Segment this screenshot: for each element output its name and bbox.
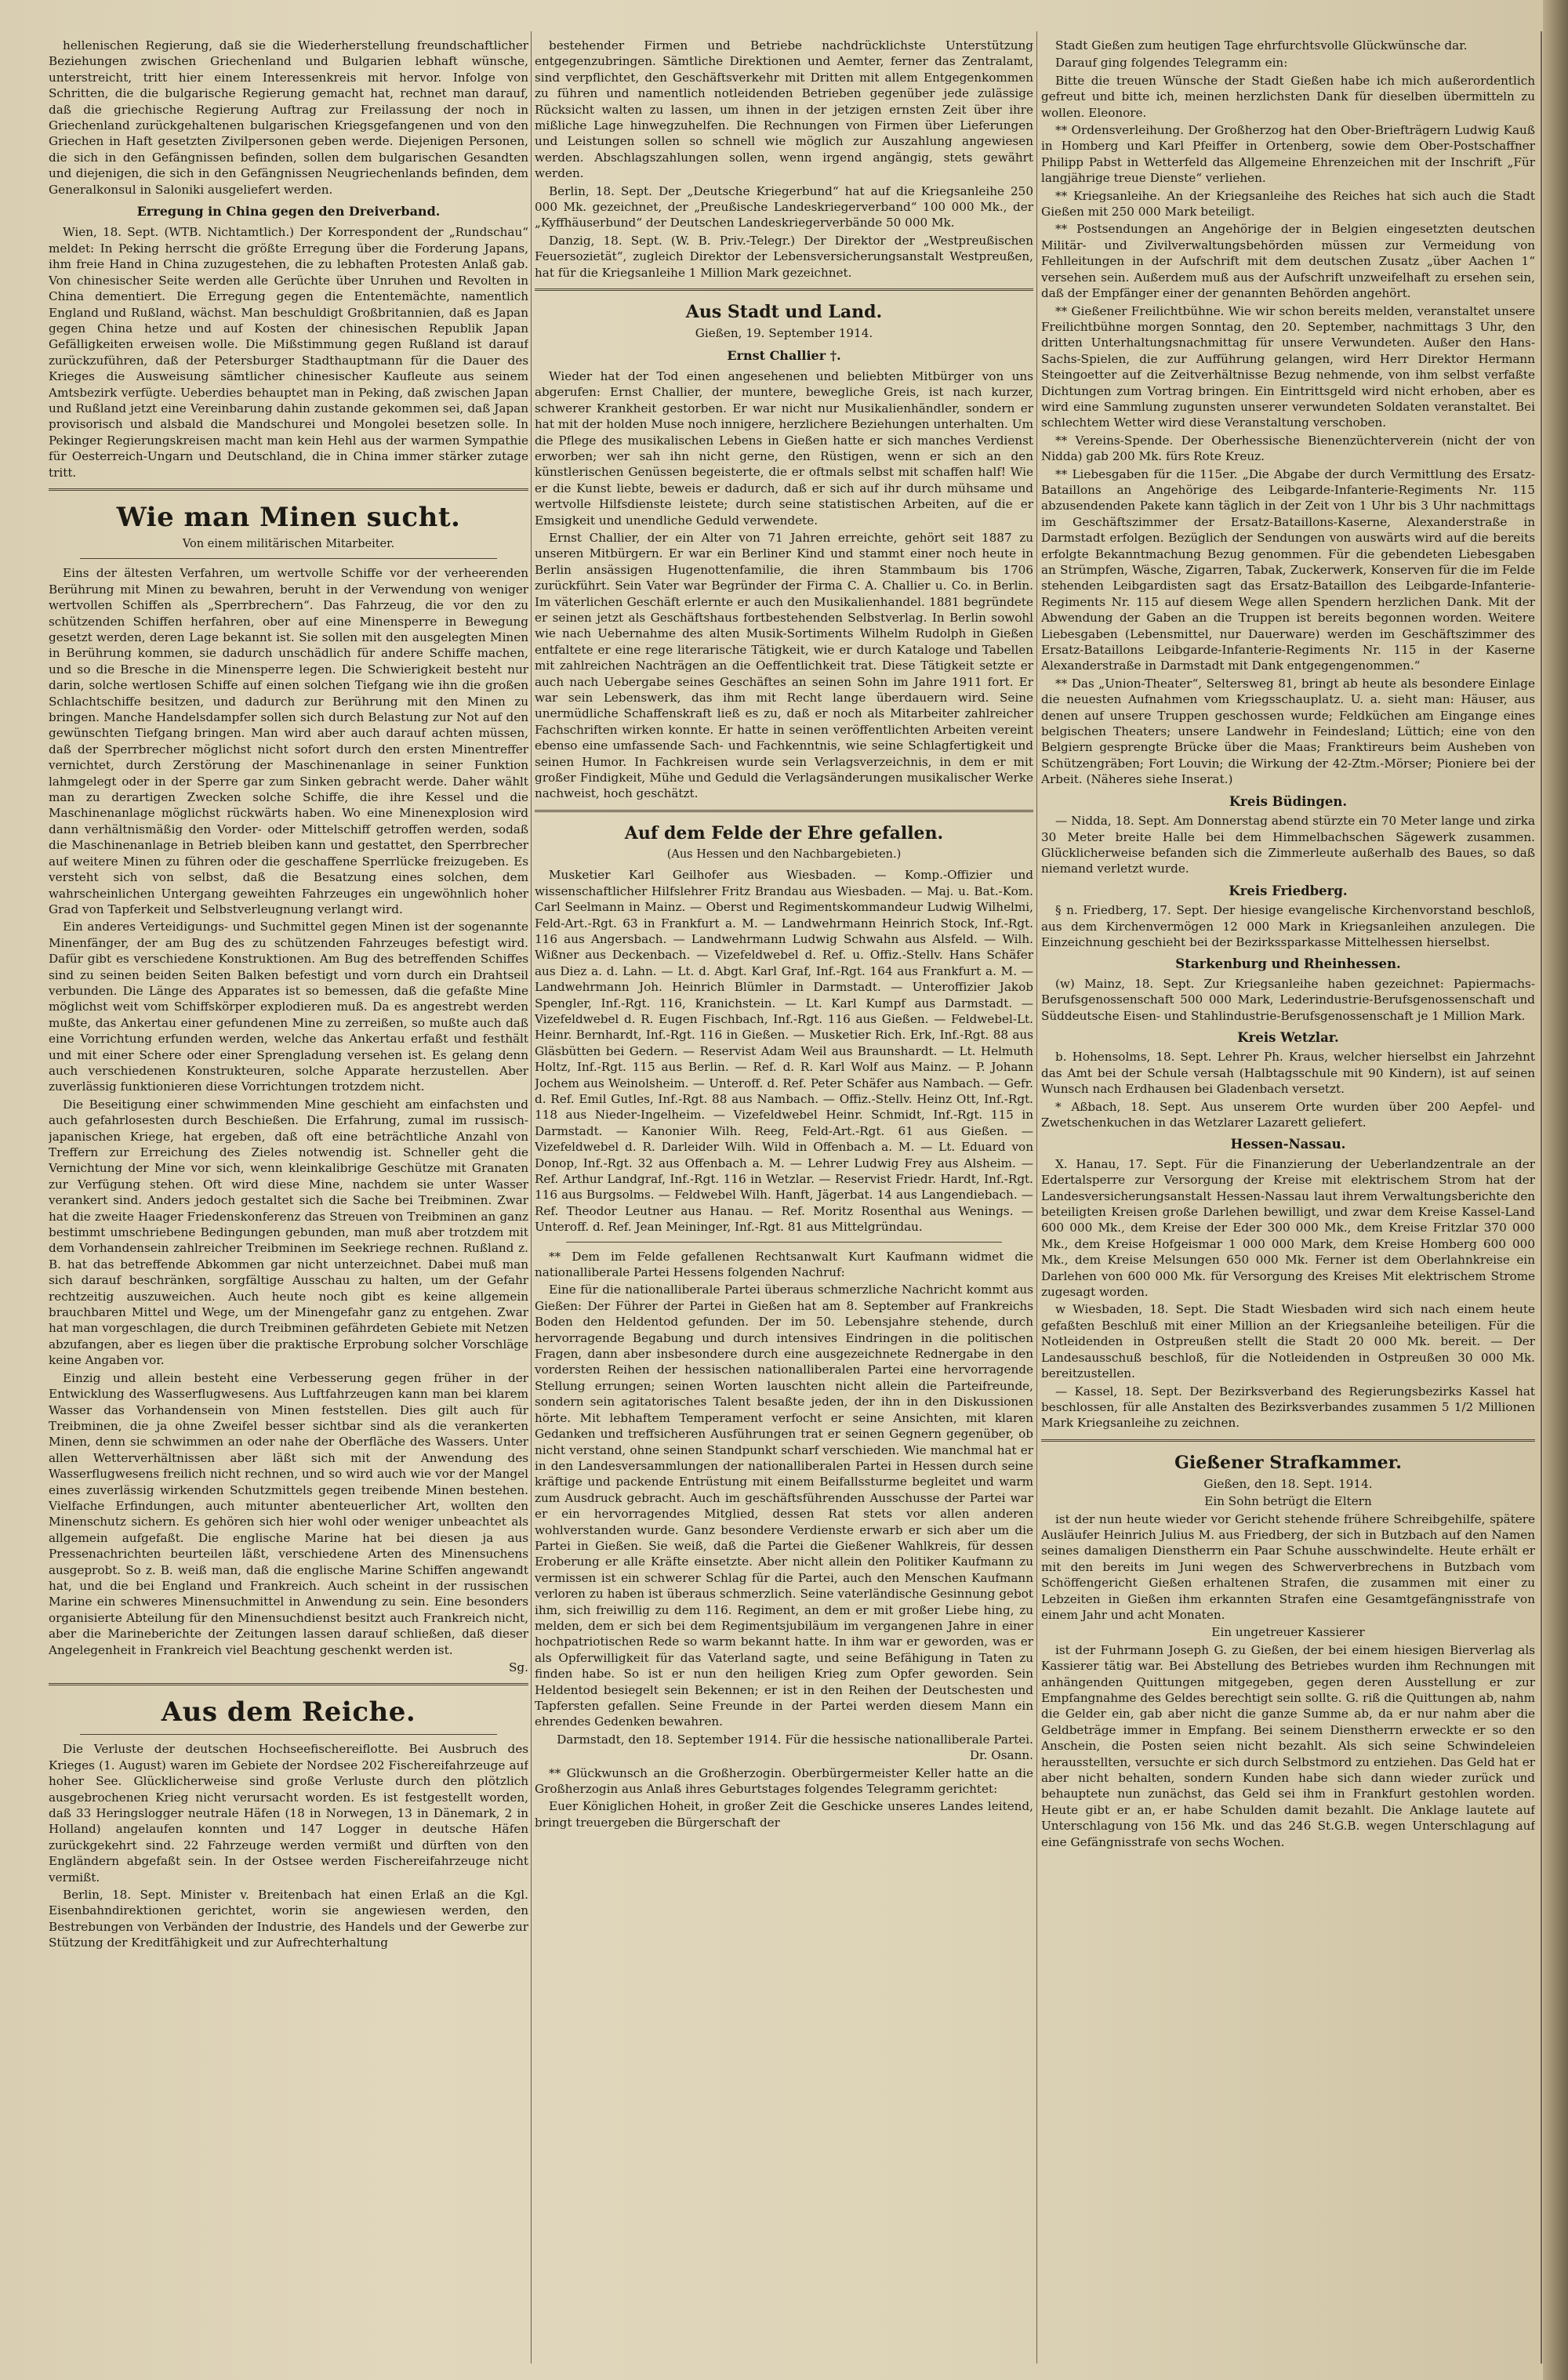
paragraph: ** Das „Union-Theater“, Seltersweg 81, bringt ab heute als besondere Einlage die neuesten Aufnahmen vom Kriegsschauplatz. U. a. sieht man: Häuser, aus denen auf unsere Truppen geschossen wurde; Feldküchen am Eingange eines belgischen Theaters; unsere Landwehr in Feindesland; Lüttich; eine von den Belgiern gesprengte Brücke über die Maas; Franktireurs beim Ausheben von Schützengräben; Fort Louvin; die Wirkung der 42-Ztm.-Mörser; Pioniere bei der Arbeit. (Näheres siehe Inserat.): [1041, 676, 1535, 787]
paragraph: Die Beseitigung einer schwimmenden Mine geschieht am einfachsten und auch gefahrlosesten durch Beschießen. Die Erfahrung, zumal im russisch-japanischen Kriege, hat ergeben, daß oft eine beträchtliche Anzahl von Treffern zur Erreichung des Zieles notwendig ist. Schneller geht die Vernichtung der Mine vor sich, wenn kleinkalibrige Geschütze mit Granaten zur Verfügung stehen. Oft wird diese Mine, nachdem sie unter Wasser verankert sind. Anders jedoch gestaltet sich die Sache bei Treibminen. Zwar hat die zweite Haager Friedenskonferenz das Streuen von Treibminen an ganz bestimmt umschriebene Bedingungen gebunden, man muß aber trotzdem mit dem Vorhandensein zahlreicher Treibminen im Seekriege rechnen. Rußland z. B. hat das betreffende Abkommen gar nicht unterzeichnet. Dabei muß man sich darauf beschränken, sorgfältige Ausschau zu halten, um der Gefahr rechtzeitig auszuweichen. Auch heute noch gibt es keine allgemein brauchbaren Mittel und Wege, um der Minengefahr ganz zu entgehen. Zwar hat man vorgeschlagen, die durch Treibminen gefährdeten Gebiete mit Netzen abzufangen, aber es liegen über die praktische Erprobung solcher Vorschläge keine Angaben vor.: [49, 1097, 528, 1368]
paragraph: ** Postsendungen an Angehörige der in Belgien eingesetzten deutschen Militär- und Zivilverwaltungsbehörden müssen zur Vermeidung von Fehlleitungen in der Aufschrift mit dem deutschen Zusatz „über Aachen 1“ versehen sein. Außerdem muß aus der Aufschrift unzweifelhaft zu ersehen sein, daß der Empfänger einer der genannten Behörden angehört.: [1041, 222, 1535, 301]
paragraph: ** Vereins-Spende. Der Oberhessische Bienenzüchterverein (nicht der von Nidda) gab 200 Mk. fürs Rote Kreuz.: [1041, 433, 1535, 464]
region-heading: Hessen-Nassau.: [1230, 1137, 1346, 1152]
paragraph: b. Hohensolms, 18. Sept. Lehrer Ph. Kraus, welcher hierselbst ein Jahrzehnt das Amt bei der Schule versah (Halbtagsschule mit 90 Kindern), ist auf seinen Wunsch nach Erdhausen bei Gladenbach versetzt.: [1041, 1050, 1535, 1097]
paragraph: Die Verluste der deutschen Hochseefischereiflotte. Bei Ausbruch des Krieges (1. August) waren im Gebiete der Nordsee 202 Fischereifahrzeuge auf hoher See. Glücklicherweise sind große Verluste durch den plötzlich ausgebrochenen Krieg nicht verursacht worden. Es ist festgestellt worden, daß 33 Heringslogger neutrale Häfen (18 in Norwegen, 13 in Dänemark, 2 in Holland) angelaufen konnten und 147 Logger in deutsche Häfen zurückgekehrt sind. 22 Fahrzeuge werden vermißt und dürften von den Engländern abgefaßt sein. In der Ostsee werden Fischereifahrzeuge nicht vermißt.: [49, 1742, 528, 1885]
paragraph: Wien, 18. Sept. (WTB. Nichtamtlich.) Der Korrespondent der „Rundschau“ meldet: In Peking herrscht die größte Erregung über die Forderung Japans, ihm freie Hand in China zuzugestehen, die zu lebhaften Protesten Anlaß gab. Von chinesischer Seite werden alle Gerüchte über Unruhen und Revolten in China dementiert. Die Erregung gegen die Ententemächte, namentlich England und Rußland, wächst. Man beschuldigt Großbritannien, daß es Japan gegen China hetze und auf Kosten der chinesischen Republik Japan Gefälligkeiten erweisen wolle. Die Mißstimmung gegen Rußland ist darauf zurückzuführen, daß der Petersburger Stadthauptmann für die Dauer des Krieges die Ausweisung sämtlicher chinesischer Kaufleute aus seinem Amtsbezirk verfügte. Ueberdies behauptet man in Peking, daß zwischen Japan und Rußland jetzt eine Vereinbarung dahin zustande gekommen sei, daß Japan provisorisch und alsbald die Mandschurei und Mongolei besetzen solle. In Pekinger Regierungskreisen macht man kein Hehl aus der warmen Sympathie für Oesterreich-Ungarn und Deutschland, die in China immer stärker zutage tritt.: [49, 225, 528, 480]
paragraph: bestehender Firmen und Betriebe nachdrücklichste Unterstützung entgegenzubringen. Sämtliche Direktionen und Aemter, ferner das Zentralamt, sind verpflichtet, den Geschäftsverkehr mit Dritten mit allem Entgegenkommen zu führen und namentlich notleidenden Betrieben gegenüber jede zulässige Rücksicht walten zu lassen, um ihnen in der jetzigen ernsten Zeit über ihre mißliche Lage hinwegzuhelfen. Die Rechnungen von Firmen über Lieferungen und Leistungen sollen so schnell wie möglich zur Auszahlung angewiesen werden. Abschlagszahlungen sollen, wenn irgend angängig, stets gewährt werden.: [535, 38, 1033, 181]
paragraph: Darauf ging folgendes Telegramm ein:: [1055, 56, 1288, 71]
paragraph: ist der nun heute wieder vor Gericht stehende frühere Schreibgehilfe, spätere Ausläufer Heinrich Julius M. aus Friedberg, der sich in Butzbach auf den Namen seines damaligen Dienstherrn ein Paar Schuhe ausschwindelte. Heute erhält er mit den bereits im Juni wegen des Schwerverbrechens in Butzbach vom Schöffengericht Gießen erhaltenen Strafen, die zusammen mit einer zu Lebzeiten in Gießen ihm erkannten Strafen eine Gesamtgefängnisstrafe von einem Jahr und acht Monaten.: [1041, 1511, 1535, 1622]
section-headline: Aus dem Reiche.: [161, 1696, 416, 1729]
article-headline: Auf dem Felde der Ehre gefallen.: [624, 822, 944, 844]
article-headline: Wie man Minen sucht.: [116, 501, 461, 533]
column-rule: [1541, 31, 1542, 2364]
paragraph: Musketier Karl Geilhofer aus Wiesbaden. — Komp.-Offizier und wissenschaftlicher Hilfslehrer Fritz Brandau aus Wiesbaden. — Maj. u. Bat.-Kom. Carl Seelmann in Mainz. — Oberst und Regimentskommandeur Ludwig Wilhelmi, Feld-Art.-Rgt. 63 in Frankfurt a. M. — Landwehrmann Heinrich Stock, Inf.-Rgt. 116 aus Angersbach. — Landwehrmann Ludwig Schwahn aus Alsfeld. — Wilh. Wißner aus Deckenbach. — Vizefeldwebel d. Ref. u. Offiz.-Stellv. Hans Schäfer aus Diez a. d. Lahn. — Lt. d. Abgt. Karl Graf, Inf.-Rgt. 164 aus Frankfurt a. M. — Landwehrmann Joh. Heinrich Blümler in Darmstadt. — Unteroffizier Jakob Spengler, Inf.-Rgt. 116, Kranichstein. — Lt. Karl Kumpf aus Darmstadt. — Vizefeldwebel d. R. Eugen Fischbach, Inf.-Rgt. 116 aus Gießen. — Feldwebel-Lt. Heinr. Bernhardt, Inf.-Rgt. 116 in Gießen. — Musketier Rich. Erk, Inf.-Rgt. 88 aus Gläsbütten bei Gedern. — Reservist Adam Weil aus Braunshardt. — Lt. Helmuth Holtz, Inf.-Rgt. 115 aus Berlin. — Ref. d. R. Karl Wolf aus Mainz. — P. Johann Jochem aus Weinolsheim. — Unteroff. d. Ref. Peter Schäfer aus Nambach. — Gefr. d. Ref. Emil Gutles, Inf.-Rgt. 88 aus Nambach. — Offiz.-Stellv. Heinz Ott, Inf.-Rgt. 118 aus Nieder-Ingelheim. — Vizefeldwebel Heinr. Schmidt, Inf.-Rgt. 115 in Darmstadt. — Kanonier Wilh. Reeg, Feld-Art.-Rgt. 61 aus Gießen. — Vizefeldwebel d. R. Darleider Wilh. Wild in Offenbach a. M. — Lt. Eduard von Donop, Inf.-Rgt. 32 aus Offenbach a. M. — Lehrer Ludwig Frey aus Alsheim. — Ref. Arthur Landgraf, Inf.-Rgt. 116 in Wetzlar. — Reservist Friedr. Hardt, Inf.-Rgt. 116 aus Burgsolms. — Feldwebel Wilh. Hanft, Jägerbat. 14 aus Langendiebach. — Ref. Theodor Leutner aus Hanau. — Ref. Moritz Rosenthal aus Wenings. — Unteroff. d. Ref. Jean Meininger, Inf.-Rgt. 81 aus Mittelgründau.: [535, 868, 1033, 1235]
column-rule: [531, 31, 532, 2364]
page-edge: [1543, 0, 1568, 2380]
column-1: [49, 38, 528, 2358]
paragraph: Wieder hat der Tod einen angesehenen und beliebten Mitbürger von uns abgerufen: Ernst Challier, der muntere, bewegliche Greis, ist nach kurzer, schwerer Krankheit gestorben. Er war nicht nur Musikalienhändler, sondern er hat mit der holden Muse noch innigere, herzlichere Beziehungen unterhalten. Um die Pflege des musikalischen Lebens in Gießen hatte er sich manches Verdienst erworben; wer sah ihn nicht gerne, den Rüstigen, wenn er sich an den künstlerischen Genüssen begeisterte, die er oftmals selbst mit schaffen half! Wie er die Kunst liebte, beweis er dadurch, daß er sich auf ihr durch mühsame und wertvolle Hilfsdienste leistete; durch seine statistischen Arbeiten, auf die er Emsigkeit und unendliche Geduld verwendete.: [535, 368, 1033, 528]
paragraph: ** Dem im Felde gefallenen Rechtsanwalt Kurt Kaufmann widmet die nationalliberale Partei Hessens folgenden Nachruf:: [535, 1249, 1033, 1280]
paragraph: Berlin, 18. Sept. Der „Deutsche Kriegerbund“ hat auf die Kriegsanleihe 250 000 Mk. gezeichnet, der „Preußische Landeskriegerverband“ 100 000 Mk., der „Kyffhäuserbund“ der Deutschen Landeskriegerverbände 50 000 Mk.: [535, 183, 1033, 230]
divider: [566, 1242, 1002, 1243]
paragraph: Bitte die treuen Wünsche der Stadt Gießen habe ich mich außerordentlich gefreut und bitte ich, meinen herzlichsten Dank für dieselben übermitteln zu wollen. Eleonore.: [1041, 73, 1535, 120]
article-heading: Ernst Challier †.: [727, 347, 841, 363]
region-heading: Kreis Friedberg.: [1229, 883, 1348, 898]
article-heading: Erregung in China gegen den Dreiverband.: [136, 204, 441, 219]
paragraph: ** Liebesgaben für die 115er. „Die Abgabe der durch Vermittlung des Ersatz-Bataillons an Angehörige des Leibgarde-Infanterie-Regiments Nr. 115 abzusendenden Pakete kann täglich in der Zeit von 1 Uhr bis 3 Uhr nachmittags im Geschäftszimmer der Ersatz-Bataillons-Kaserne, Alexanderstraße in Darmstadt erfolgen. Bezüglich der Sendungen von auswärts wird auf die bereits erfolgte Bekanntmachung Bezug genommen. Für die gebendeten Liebesgaben an Strümpfen, Wäsche, Zigarren, Tabak, Zuckerwerk, Konserven für die im Felde stehenden Leibgardisten sagt das Ersatz-Bataillon des Leibgarde-Infanterie-Regiments Nr. 115 auf diesem Wege allen Spendern herzlichen Dank. Mit der Abwendung der Gaben an die Truppen ist bereits begonnen worden. Weitere Liebesgaben (Lebensmittel, nur Dauerware) werden im Geschäftszimmer des Ersatz-Bataillons Leibgarde-Infanterie-Regiments Nr. 115 in der Kaserne Alexanderstraße in Darmstadt mit Dank entgegengenommen.“: [1041, 466, 1535, 673]
signature: Sg.: [509, 1660, 528, 1674]
paragraph: (w) Mainz, 18. Sept. Zur Kriegsanleihe haben gezeichnet: Papiermachs-Berufsgenossenschaft 500 000 Mark, Lederindustrie-Berufsgenossenschaft und Süddeutsche Eisen- und Stahlindustrie-Berufsgenossenschaft je 1 Million Mark.: [1041, 976, 1535, 1023]
column-rule: [1036, 31, 1037, 2364]
case-heading: Ein ungetreuer Kassierer: [1211, 1625, 1365, 1640]
paragraph: Berlin, 18. Sept. Minister v. Breitenbach hat einen Erlaß an die Kgl. Eisenbahndirektionen gerichtet, worin sie angewiesen werden, den Bestrebungen von Verbänden der Industrie, des Handels und der Gewerbe zur Stützung der Kreditfähigkeit und zur Aufrechterhaltung: [49, 1888, 528, 1950]
paragraph: ist der Fuhrmann Joseph G. zu Gießen, der bei einem hiesigen Bierverlag als Kassierer tätig war. Bei Abstellung des Betriebes wurden ihm Rechnungen mit anhängenden Quittungen mitgegeben, gegen deren Ausstellung er zur Empfangnahme des Geldes berechtigt sein sollte. G. riß die Quittungen ab, nahm die Gelder ein, gab aber nicht die ganze Summe ab, da er nur nahm aber die Geldbeträge immer in Empfang. Bei seinem Dienstherrn erweckte er so den Anschein, die Posten seien nicht bezahlt. Als sich seine Schwindeleien herausstellten, versuchte er sich durch Selbstmord zu entziehen. Das Geld hat er aber nicht behalten, sondern Kunden habe sich dann wieder zurück und behauptete nun zunächst, das Geld sei ihm in Frankfurt gestohlen worden. Heute gibt er an, er habe Schulden damit bezahlt. Die Anklage lautete auf Unterschlagung von 156 Mk. und das 246 St.G.B. wegen Unterschlagung auf eine Gefängnisstrafe von sechs Wochen.: [1041, 1642, 1535, 1849]
article-byline: Von einem militärischen Mitarbeiter.: [182, 537, 395, 550]
dateline: Gießen, 19. September 1914.: [695, 326, 873, 341]
column-3: [1041, 38, 1535, 2358]
divider: [49, 488, 528, 491]
region-heading: Kreis Büdingen.: [1229, 793, 1348, 809]
paragraph: Eine für die nationalliberale Partei überaus schmerzliche Nachricht kommt aus Gießen: Der Führer der Partei in Gießen hat am 8. September auf Frankreichs Boden den Heldentod gefunden. Der im 50. Lebensjahre stehende, durch hervorragende Begabung und durch intensives Eindringen in die politischen Fragen, dann aber insbesondere durch eine ausgezeichnete Rednergabe in den vordersten Reihen der hessischen nationalliberalen Partei eine hervorragende Stellung errungen; seinen Worten lauschten nicht allein die Parteifreunde, sondern sein agitatorisches Talent besaßte jeden, der ihn in den Diskussionen hörte. Mit lebhaftem Temperament verfocht er seine Ansichten, mit klaren Gedanken und treffsicheren Ausführungen trat er seinen Gegnern gegenüber, ob nicht verstand, ohne seinen Standpunkt scharf verschieden. Wie manchmal hat er in den Landesversammlungen der nationalliberalen Partei in Hessen durch seine kräftige und packende Entrüstung mit einem Beifallssturme begleitet und warm zum Ausdruck gebracht. Auch im geschäftsführenden Ausschusse der Partei war er ein hervorragendes Mitglied, dessen Rat stets vor allen anderen wohlverstanden wurde. Ganz besondere Verdienste erwarb er sich aber um die Partei in Gießen. Sie weiß, daß die Partei die Gießener Wahlkreis, für dessen Eroberung er alle Kräfte einsetzte. Aber nicht allein den Politiker Kaufmann zu vermissen ist ein schwerer Schlag für die Partei, auch den Menschen Kaufmann verloren zu haben ist überaus schmerzlich. Seine vaterländische Gesinnung gebot ihm, sich freiwillig zu dem 116. Regiment, an dem er mit großer Liebe hing, zu melden, dem er sich bei dem Regimentsjubiläum im vergangenen Jahre in einer hochpatriotischen Rede so warm bekannt hatte. In ihm war er geworden, was er als Opferwilligkeit für das Vaterland sagte, und seine Befähigung in Taten zu finden habe. So ist er nun den heiligen Krieg zum Opfer geworden. Sein Heldentod besiegelt sein Bekennen; er ist in den Reihen der Deutschesten und Tapfersten gefallen. Seine Freunde in der Partei werden diesem Mann ein ehrendes Gedenken bewahren.: [535, 1283, 1033, 1729]
paragraph: — Nidda, 18. Sept. Am Donnerstag abend stürzte ein 70 Meter lange und zirka 30 Meter breite Halle bei dem Himmelbachschen Sägewerk zusammen. Glücklicherweise befanden sich die Zimmerleute außerhalb des Baues, so daß niemand verletzt wurde.: [1041, 814, 1535, 876]
paragraph: ** Gießener Freilichtbühne. Wie wir schon bereits melden, veranstaltet unsere Freilichtbühne morgen Sonntag, den 20. September, nachmittags 3 Uhr, den dritten Unterhaltungsnachmittag für unsere Verwundeten. Außer den Hans-Sachs-Spielen, die zur Aufführung gelangen, wird Herr Direktor Hermann Steingoetter auf die Zeitverhältnisse Bezug nehmende, von ihm selbst verfaßte Dichtungen zum Vortrag bringen. Ein Eintrittsgeld wird nicht erhoben, aber es wird eine Sammlung zugunsten unserer verwundeten Soldaten veranstaltet. Bei schlechtem Wetter wird diese Veranstaltung verschoben.: [1041, 303, 1535, 430]
section-headline: Gießener Strafkammer.: [1174, 1452, 1402, 1473]
paragraph: Euer Königlichen Hoheit, in großer Zeit die Geschicke unseres Landes leitend, bringt treuergeben die Bürgerschaft der: [535, 1799, 1033, 1830]
dateline: Gießen, den 18. Sept. 1914.: [1203, 1476, 1373, 1491]
paragraph: Einzig und allein besteht eine Verbesserung gegen früher in der Entwicklung des Wasserflugwesens. Aus Luftfahrzeugen kann man bei klarem Wasser das Vorhandensein von Minen feststellen. Dies gilt auch für Treibminen, die ja ohne Zweifel besser sichtbar sind als die verankerten Minen, denn sie schwimmen an oder nahe der Oberfläche des Wassers. Unter allen Wetterverhältnissen aber läßt sich mit der Anwendung des Wasserflugwesens freilich nicht rechnen, und so wird auch wie vor der Mangel eines zuverlässig wirkenden Schutzmittels gegen treibende Minen bestehen. Vielfache Erfindungen, auch mitunter abenteuerlicher Art, wollten den Minenschutz sichern. Es gehören sich hier wohl oder weniger unbeachtet als allgemein aufgefaßt. Die englische Marine hat bei diesen ja aus Pressenachrichten beurteilen läßt, verschiedene Arten des Minensuchens ausgeprobt. So z. B. weiß man, daß die englische Marine Schiffen angewandt hat, und die bei England und Frankreich. Auch scheint in der russischen Marine ein schweres Minensuchmittel in Anwendung zu sein. Eine besonders organisierte Abteilung für den Minensuchdienst besitzt auch Frankreich nicht, aber die Marineberichte der Zeitungen lassen darauf schließen, daß dieser Angelegenheit in Frankreich viel Beachtung geschenkt werden ist.: [49, 1370, 528, 1657]
paragraph: ** Kriegsanleihe. An der Kriegsanleihe des Reiches hat sich auch die Stadt Gießen mit 250 000 Mark beteiligt.: [1041, 188, 1535, 219]
divider: [80, 558, 497, 559]
paragraph: Stadt Gießen zum heutigen Tage ehrfurchtsvolle Glückwünsche dar.: [1055, 38, 1468, 53]
paragraph: w Wiesbaden, 18. Sept. Die Stadt Wiesbaden wird sich nach einem heute gefaßten Beschluß mit einer Million an der Kriegsanleihe beteiligen. Für die Notleidenden in Ostpreußen stellt die Stadt 20 000 Mk. bereit. — Der Landesausschuß beschloß, für die Notleidenden in Ostpreußen 30 000 Mk. bereitzustellen.: [1041, 1302, 1535, 1381]
paragraph: hellenischen Regierung, daß sie die Wiederherstellung freundschaftlicher Beziehungen zwischen Griechenland und Bulgarien lebhaft wünsche, unterstreicht, tritt hier einem Interessenkreis mit hervor. Infolge von Schritten, die die bulgarische Regierung gemacht hat, rechnet man darauf, daß die griechische Regierung Auftrag zur Freilassung der noch in Griechenland zurückgehaltenen bulgarischen Kriegsgefangenen und von den Griechen in Haft gesetzten Zivilpersonen geben werde. Diejenigen Personen, die sich in den Gefängnissen befinden, sollen dem bulgarischen Gesandten und diejenigen, die sich in den Gefängnissen Neugriechenlands befinden, dem Generalkonsul in Saloniki ausgeliefert werden.: [49, 38, 528, 197]
region-heading: Kreis Wetzlar.: [1237, 1029, 1339, 1045]
paragraph: Ernst Challier, der ein Alter von 71 Jahren erreichte, gehört seit 1887 zu unseren Mitbürgern. Er war ein Berliner Kind und stammt einer noch heute in Berlin ansässigen Hugenottenfamilie, die ihren Stammbaum bis 1706 zurückführt. Sein Vater war Begründer der Firma C. A. Challier u. Co. in Berlin. Im väterlichen Geschäft erlernte er auch den Musikalienhandel. 1881 begründete er seinen jetzt als Geschäftshaus fortbestehenden Selbstverlag. In Berlin sowohl wie nach Uebernahme des alten Musik-Sortiments Wilhelm Rudolph in Gießen entfaltete er eine rege literarische Tätigkeit, wie er durch Kataloge und Tabellen mit zahlreichen Nachträgen an die Oeffentlichkeit trat. Diese Tätigkeit setzte er auch nach Uebergabe seines Geschäftes an seinen Sohn im Jahre 1911 fort. Er war sein Lebenswerk, das ihm mit Recht lange überdauern wird. Seine unermüdliche Schaffenskraft ließ es zu, daß er noch als Mitarbeiter zahlreicher Fachschriften wirken konnte. Er hatte in seinen veröffentlichten Arbeiten vereint ebenso eine umfassende Sach- und Fachkenntnis, wie seine Schlagfertigkeit und seinen Humor. In Fachkreisen wurde sein Verlagsverzeichnis, in dem er mit großer Findigkeit, Mühe und Geduld die Verlagsänderungen musikalischer Werke nachweist, hoch geschätzt.: [535, 530, 1033, 801]
paragraph: ** Glückwunsch an die Großherzogin. Oberbürgermeister Keller hatte an die Großherzogin aus Anlaß ihres Geburtstages folgendes Telegramm gerichtet:: [535, 1765, 1033, 1797]
article-subtitle: (Aus Hessen und den Nachbargebieten.): [666, 847, 902, 861]
divider: [80, 1734, 497, 1735]
paragraph: Eins der ältesten Verfahren, um wertvolle Schiffe vor der verheerenden Berührung mit Minen zu bewahren, beruht in der Verwendung von weniger wertvollen Schiffen als „Sperrbrechern“. Das Fahrzeug, die vor den zu schützenden Schiffen herfahren, ober auf eine Minensperre in Bewegung gesetzt werden, deren Lage bekannt ist. Sie sollen mit den ausgelegten Minen in Berührung kommen, sie dadurch unschädlich für andere Schiffe machen, und so die Bresche in die Minensperre legen. Die Schwierigkeit besteht nur darin, solche wertlosen Schiffe auf einen solchen Tiefgang wie ihn die großen Schlachtschiffe besitzen, und dadurch zur Berührung mit den Minen zu bringen. Manche Handelsdampfer sollen sich durch Belastung zur Not auf den gewünschten Tiefgang bringen. Man wird aber auch darauf achten müssen, daß der Sperrbrecher möglichst nicht sofort durch den ersten Minentreffer vernichtet, durch Zerstörung der Maschinenanlage in seiner Funktion lahmgelegt oder in der Sperre gar zum Sinken gebracht werde. Daher wählt man zu derartigen Zwecken solche Schiffe, die ihre Kessel und die Maschinenanlage möglichst rückwärts haben. Wo eine Minenexplosion wird dann verhältnismäßig den Vorder- oder Mittelschiff getroffen werden, sodaß die Maschinenanlage in Betrieb bleiben kann und gestattet, den Sperrbrecher auf weitere Minen zu führen oder die geschaffene Sperrlücke freizugeben. Es versteht sich von selbst, daß die Besatzung eines solchen, dem wahrscheinlichen Untergang geweihten Fahrzeuges ein ungewöhnlich hoher Grad von Tapferkeit und Selbstverleugnung verlangt wird.: [49, 566, 528, 916]
paragraph: X. Hanau, 17. Sept. Für die Finanzierung der Ueberlandzentrale an der Edertalsperre zur Versorgung der Kreise mit elektrischem Strom hat der Landesversicherungsanstalt Hessen-Nassau laut ihrem Verwaltungsberichte den beteiligten Kreisen große Darlehen bewilligt, und zwar dem Kreise Kassel-Land 600 000 Mk., dem Kreise der Eder 300 000 Mk., dem Kreise Fritzlar 370 000 Mk., dem Kreise Hofgeismar 1 000 000 Mark, dem Kreise Homberg 600 000 Mk., dem Kreise Melsungen 650 000 Mk. Ferner ist dem Oberlahnkreise ein Darlehen von 600 000 Mk. für Versorgung des Kreises Mit elektrischem Strome zugesagt worden.: [1041, 1156, 1535, 1300]
case-heading: Ein Sohn betrügt die Eltern: [1204, 1494, 1372, 1509]
paragraph: * Aßbach, 18. Sept. Aus unserem Orte wurden über 200 Aepfel- und Zwetschenkuchen in das Wetzlarer Lazarett geliefert.: [1041, 1099, 1535, 1130]
signature: Darmstadt, den 18. September 1914. Für die hessische nationalliberale Partei. Dr. Osann.: [557, 1732, 1033, 1763]
divider: [535, 810, 1033, 812]
region-heading: Starkenburg und Rheinhessen.: [1175, 956, 1401, 972]
column-2: [535, 38, 1033, 2358]
paragraph: Danzig, 18. Sept. (W. B. Priv.-Telegr.) Der Direktor der „Westpreußischen Feuersozietät“, zugleich Direktor der Lebensversicherungsanstalt Westpreußen, hat für die Kriegsanleihe 1 Million Mark gezeichnet.: [535, 233, 1033, 280]
section-headline: Aus Stadt und Land.: [685, 302, 883, 323]
paragraph: § n. Friedberg, 17. Sept. Der hiesige evangelische Kirchenvorstand beschloß, aus dem Kirchenvermögen 12 000 Mark in Kriegsanleihen anzulegen. Die Einzeichnung geschieht bei der Bezirkssparkasse Mittelhessen hierselbst.: [1041, 903, 1535, 949]
divider: [535, 288, 1033, 291]
paragraph: Ein anderes Verteidigungs- und Suchmittel gegen Minen ist der sogenannte Minenfänger, der am Bug des zu schützenden Fahrzeuges befestigt wird. Dafür gibt es verschiedene Konstruktionen. Am Bug des betreffenden Schiffes sind zu seinen beiden Seiten Balken befestigt und vorn durch ein Drahtseil verbunden. Die Länge des Apparates ist so bemessen, daß die gefaßte Mine möglichst weit vom Schiffskörper explodieren muß. Da es angestrebt werden mußte, das Ankertau einer gefundenen Mine zu zerreißen, so mußte auch daß eine Vorrichtung erfunden werden, welche das Ankertau erfaßt und festhält und mit einer Schere oder einer Sprengladung versehen ist. Es gelang denn auch verschiedenen Konstrukteuren, solche Apparate herzustellen. Aber zuverlässig funktionieren diese Vorrichtungen trotzdem nicht.: [49, 920, 528, 1094]
paragraph: — Kassel, 18. Sept. Der Bezirksverband des Regierungsbezirks Kassel hat beschlossen, für alle Anstalten des Bezirksverbandes zusammen 5 1/2 Millionen Mark Kriegsanleihe zu zeichnen.: [1041, 1384, 1535, 1431]
divider: [1041, 1439, 1535, 1442]
paragraph: ** Ordensverleihung. Der Großherzog hat den Ober-Briefträgern Ludwig Kauß in Homberg und Karl Pfeiffer in Ortenberg, sowie dem Ober-Postschaffner Philipp Pabst in Wetterfeld das Allgemeine Ehrenzeichen mit der Inschrift „Für langjährige treue Dienste“ verliehen.: [1041, 123, 1535, 186]
divider: [49, 1683, 528, 1685]
